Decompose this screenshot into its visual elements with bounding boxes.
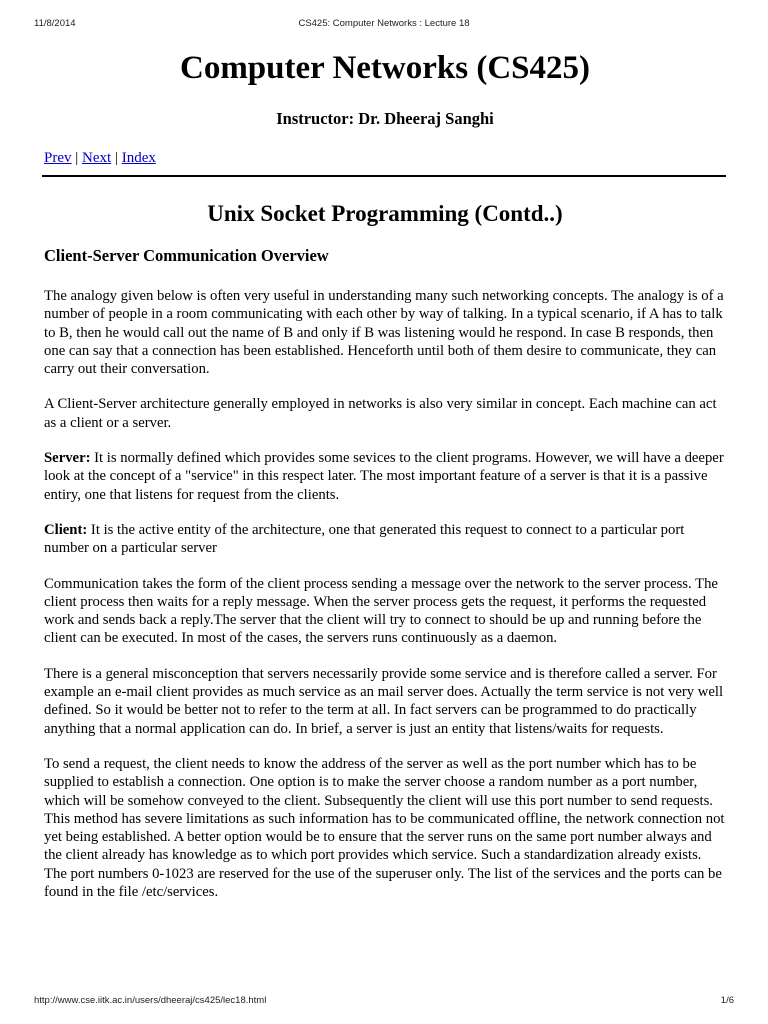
server-definition: It is normally defined which provides some sevices to the client programs. However, we will have a deeper look at the concept of a "service" in this respect later. The most important feature of a server is that it is a passive entiry, one that listens for request from the clients. — [44, 450, 724, 503]
paragraph-port-numbers: To send a request, the client needs to know the address of the server as well as the port number which has to be supplied to establish a connection. One option is to make the server choose a random number as a port number, which will be somehow conveyed to the client. Subsequently the client will use this port number to send requests. This method has severe limitations as such information has to be communicated offline, the network connection not yet being established. A better option would be to ensure that the server runs on the same port number always and the client already has knowledge as to which port provides which service. Such a standardization already exists. The port numbers 0-1023 are reserved for the use of the superuser only. The list of the services and the ports can be found in the file /etc/services. — [44, 755, 725, 901]
client-term: Client: — [44, 521, 88, 538]
server-term: Server: — [44, 450, 91, 467]
document-content — [44, 48, 726, 901]
course-title: Computer Networks (CS425) — [179, 50, 591, 86]
lecture-title: Unix Socket Programming (Contd..) — [207, 201, 563, 226]
paragraph-analogy: The analogy given below is often very useful in understanding many such networking concepts. The analogy is of a number of people in a room communicating with each other by way of talking. In a typical scenario, if A has to talk to B, then he would call out the name of B and only if B was listening would he respond. In case B responds, then one can say that a connection has been established. Henceforth until both of them desire to communicate, they can carry out their conversation. — [44, 288, 724, 378]
print-footer — [34, 995, 734, 1006]
nav-separator: | — [114, 150, 118, 166]
paragraph-misconception: There is a general misconception that servers necessarily provide some service and is therefore called a server. For example an e-mail client provides as much service as an mail server does. Actually the term service is not very well defined. So it would be better not to refer to the term at all. In fact servers can be programmed to do practically anything that a normal application can do. In brief, a server is just an entity that listens/waits for requests. — [44, 665, 724, 737]
section-title: Client-Server Communication Overview — [44, 246, 329, 265]
paragraph-architecture: A Client-Server architecture generally employed in networks is also very similar in concept. Each machine can act as a client or a server. — [44, 396, 717, 431]
next-link[interactable]: Next — [82, 150, 112, 166]
prev-link[interactable]: Prev — [44, 150, 72, 166]
lecture-navigation — [44, 148, 726, 168]
print-header — [34, 18, 734, 29]
paragraph-client — [44, 521, 726, 558]
print-page-title: CS425: Computer Networks : Lecture 18 — [298, 18, 470, 29]
paragraph-communication: Communication takes the form of the client process sending a message over the network to the server process. The client process then waits for a reply message. When the server process gets the request, it performs the requested work and sends back a reply.The server that the client will try to connect to should be up and running before the client can be executed. In most of the cases, the servers runs continuously as a daemon. — [44, 575, 718, 647]
print-date: 11/8/2014 — [34, 18, 76, 29]
page-url: http://www.cse.iitk.ac.in/users/dheeraj/cs425/lec18.html — [34, 995, 267, 1006]
client-definition: It is the active entity of the architecture, one that generated this request to connect to a particular port number on a particular server — [44, 521, 685, 557]
instructor-name: Instructor: Dr. Dheeraj Sanghi — [276, 109, 494, 128]
horizontal-divider — [42, 175, 726, 177]
paragraph-server — [44, 449, 726, 504]
page-number: 1/6 — [720, 995, 734, 1006]
nav-separator: | — [75, 150, 79, 166]
index-link[interactable]: Index — [121, 150, 156, 166]
